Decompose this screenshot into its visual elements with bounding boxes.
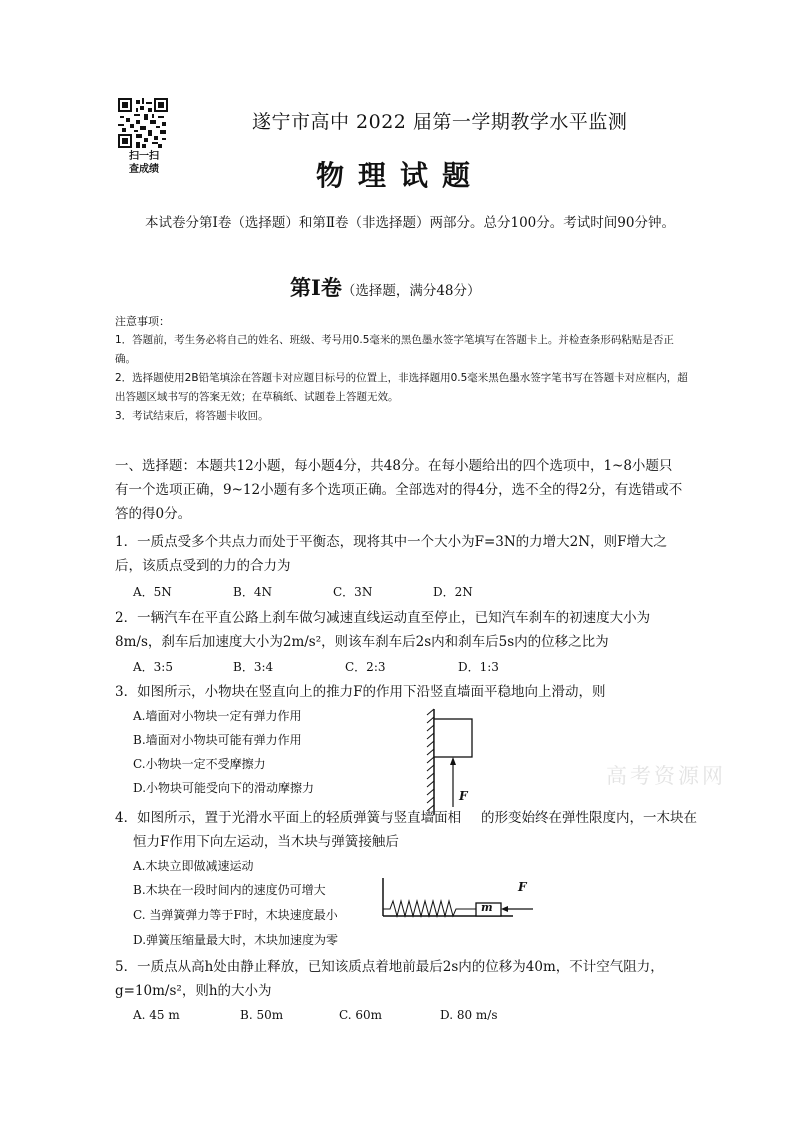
qr-caption-line2: 查成绩	[129, 164, 159, 175]
q3-option-d: D.小物块可能受向下的滑动摩擦力	[133, 781, 315, 795]
section-title-sub: （选择题，满分48分）	[341, 283, 481, 299]
qr-caption	[118, 150, 170, 176]
notice-item-2: 2．选择题使用2B铅笔填涂在答题卡对应题目标号的位置上，非选择题用0.5毫米黑色墨水签字笔书写在答题卡对应框内，超出答题区域书写的答案无效；在草稿纸、试题卷上答题无效。	[115, 372, 688, 403]
q4-stem-b: 的形变始终在弹性限度内，一木块在	[481, 810, 697, 826]
q3-block	[434, 719, 472, 757]
q2-option-b: B．3:4	[233, 660, 274, 674]
q4-option-c: C. 当弹簧弹力等于F时，木块速度最小	[133, 908, 338, 922]
part1-intro: 一、选择题：本题共12小题，每小题4分，共48分。在每小题给出的四个选项中，1~8小题只有一个选项正确，9~12小题有多个选项正确。全部选对的得4分，选不全的得2分，有选错或不答的得0分。	[115, 458, 683, 522]
q1-option-d: D．2N	[433, 585, 473, 599]
q3-stem: 3．如图所示，小物块在竖直向上的推力F的作用下沿竖直墙面平稳地向上滑动，则	[115, 684, 606, 700]
q2-option-c: C．2:3	[345, 660, 386, 674]
q3-force-label: F	[459, 789, 468, 803]
q4-option-d: D.弹簧压缩量最大时，木块加速度为零	[133, 933, 339, 947]
q4-force-label: F	[518, 880, 527, 894]
notice-item-1: 1．答题前，考生务必将自己的姓名、班级、考号用0.5毫米的黑色墨水签字笔填写在答题卡上。并检查条形码粘贴是否正确。	[115, 334, 674, 365]
q4-spring	[383, 901, 476, 916]
subject-title: 物理试题	[316, 159, 485, 192]
q2-option-d: D．1:3	[458, 660, 499, 674]
q5-option-b: B. 50m	[240, 1008, 284, 1022]
q2-option-a: A．3:5	[133, 660, 173, 674]
q1-stem: 1．一质点受多个共点力而处于平衡态，现将其中一个大小为F=3N的力增大2N，则F增大之后，该质点受到的力的合力为	[115, 534, 667, 574]
q1-option-b: B．4N	[233, 585, 272, 599]
notice-item-3: 3．考试结束后，将答题卡收回。	[115, 410, 269, 422]
q4-stem-a: 4．如图所示，置于光滑水平面上的轻质弹簧与竖直墙面相	[115, 810, 462, 826]
q3-option-b: B.墙面对小物块可能有弹力作用	[133, 733, 302, 747]
q5-option-a: A. 45 m	[133, 1008, 180, 1022]
section-title	[290, 272, 481, 302]
qr-code	[118, 98, 168, 148]
q4-option-a: A.木块立即做减速运动	[133, 859, 254, 873]
q5-option-c: C. 60m	[339, 1008, 383, 1022]
exam-header: 遂宁市高中 2022 届第一学期教学水平监测	[252, 111, 628, 133]
q4-block-label: m	[481, 901, 493, 914]
section-title-main: 第Ⅰ卷	[290, 275, 342, 300]
q1-option-a: A．5N	[133, 585, 172, 599]
q3-figure	[424, 707, 484, 815]
q5-option-d: D. 80 m/s	[440, 1008, 498, 1022]
q4-stem-c: 恒力F作用下向左运动，当木块与弹簧接触后	[133, 834, 399, 850]
q3-option-a: A.墙面对小物块一定有弹力作用	[133, 709, 302, 723]
q1-option-c: C．3N	[333, 585, 373, 599]
q3-option-c: C.小物块一定不受摩擦力	[133, 757, 266, 771]
exam-intro: 本试卷分第Ⅰ卷（选择题）和第Ⅱ卷（非选择题）两部分。总分100分。考试时间90分钟。	[145, 215, 675, 231]
q5-stem: 5．一质点从高h处由静止释放，已知该质点着地前最后2s内的位移为40m，不计空气阻力，g=10m/s²，则h的大小为	[115, 959, 664, 999]
notice-heading: 注意事项：	[115, 315, 170, 328]
q2-stem: 2．一辆汽车在平直公路上刹车做匀减速直线运动直至停止，已知汽车刹车的初速度大小为8m/s，刹车后加速度大小为2m/s²，则该车刹车后2s内和刹车后5s内的位移之比为	[115, 610, 651, 650]
qr-caption-line1: 扫一扫	[129, 151, 159, 162]
q4-option-b: B.木块在一段时间内的速度仍可增大	[133, 883, 326, 897]
q4-figure	[378, 876, 538, 920]
watermark: 高考资源网	[606, 764, 726, 788]
